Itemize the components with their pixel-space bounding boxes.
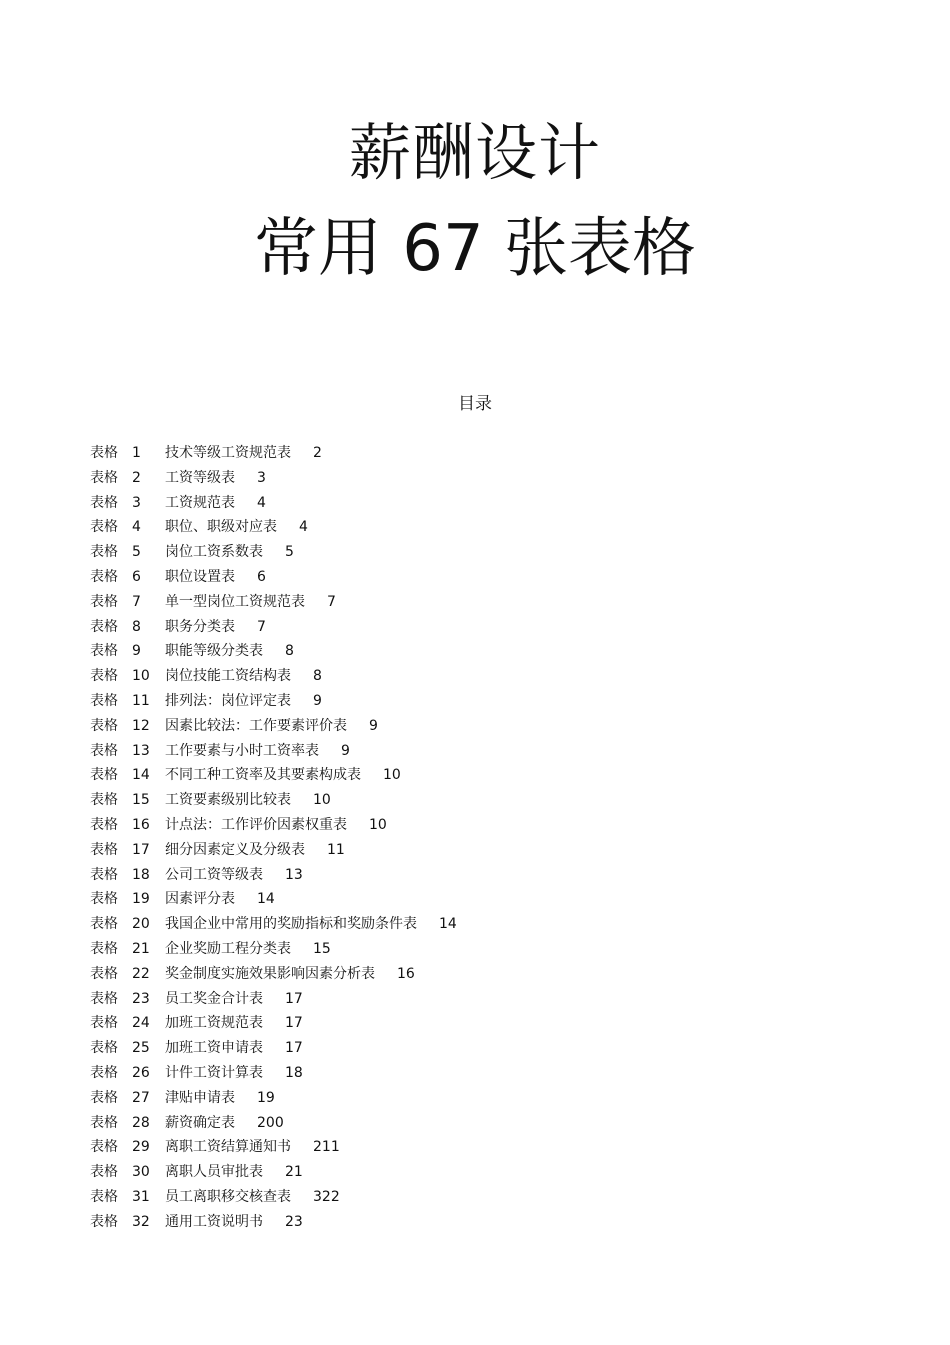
- toc-entry-number: 16: [132, 816, 150, 833]
- toc-entry-number: 29: [132, 1139, 150, 1156]
- toc-entry-number: 27: [132, 1089, 150, 1106]
- toc-entry-page: 17: [285, 1040, 303, 1057]
- toc-entry[interactable]: [90, 565, 790, 590]
- toc-entry[interactable]: [90, 714, 790, 739]
- toc-entry-number: 21: [132, 940, 150, 957]
- toc-entry[interactable]: [90, 664, 790, 689]
- toc-entry[interactable]: [90, 689, 790, 714]
- toc-entry[interactable]: [90, 615, 790, 640]
- toc-entry-number: 12: [132, 717, 150, 734]
- toc-entry-number: 19: [132, 891, 150, 908]
- toc-entry-title: 计点法：工作评价因素权重表: [165, 816, 347, 833]
- toc-entry-number: 11: [132, 692, 150, 709]
- toc-entry-title: 员工离职移交核查表: [165, 1188, 291, 1205]
- toc-entry[interactable]: [90, 540, 790, 565]
- toc-entry-page: 9: [369, 717, 378, 734]
- toc-entry-label: 表格: [90, 1015, 118, 1032]
- toc-entry[interactable]: [90, 863, 790, 888]
- toc-entry-page: 7: [327, 593, 336, 610]
- toc-entry-title: 职能等级分类表: [165, 643, 263, 660]
- toc-entry-label: 表格: [90, 568, 118, 585]
- toc-entry-page: 10: [313, 792, 331, 809]
- toc-entry[interactable]: [90, 987, 790, 1012]
- toc-entry-page: 3: [257, 469, 266, 486]
- toc-entry-label: 表格: [90, 792, 118, 809]
- toc-entry-page: 9: [313, 692, 322, 709]
- toc-entry-number: 32: [132, 1213, 150, 1230]
- toc-entry[interactable]: [90, 491, 790, 516]
- toc-entry-number: 4: [132, 519, 141, 536]
- toc-entry[interactable]: [90, 590, 790, 615]
- toc-entry-number: 13: [132, 742, 150, 759]
- toc-entry-title: 岗位工资系数表: [165, 544, 263, 561]
- toc-entry-page: 13: [285, 866, 303, 883]
- toc-entry[interactable]: [90, 788, 790, 813]
- toc-entry-page: 6: [257, 568, 266, 585]
- toc-entry-page: 14: [257, 891, 275, 908]
- toc-entry-number: 10: [132, 668, 150, 685]
- toc-entry-page: 2: [313, 445, 322, 461]
- toc-entry-label: 表格: [90, 544, 118, 561]
- toc-entry[interactable]: [90, 1036, 790, 1061]
- toc-entry[interactable]: [90, 466, 790, 491]
- toc-entry-title: 因素比较法：工作要素评价表: [165, 717, 347, 734]
- toc-entry-label: 表格: [90, 1089, 118, 1106]
- toc-entry-title: 技术等级工资规范表: [165, 445, 291, 461]
- toc-entry-label: 表格: [90, 891, 118, 908]
- toc-entry[interactable]: [90, 962, 790, 987]
- toc-entry[interactable]: [90, 1086, 790, 1111]
- toc-entry-page: 16: [397, 965, 415, 982]
- toc-entry-title: 工资要素级别比较表: [165, 792, 291, 809]
- toc-entry[interactable]: [90, 639, 790, 664]
- toc-entry-title: 因素评分表: [165, 891, 235, 908]
- toc-entry-label: 表格: [90, 767, 118, 784]
- toc-entry-number: 9: [132, 643, 141, 660]
- toc-entry-label: 表格: [90, 668, 118, 685]
- document-title: 薪酬设计: [348, 116, 601, 189]
- toc-entry-title: 工资等级表: [165, 469, 235, 486]
- toc-entry-page: 17: [285, 990, 303, 1007]
- document-subtitle: 常用 67 张表格: [253, 212, 697, 286]
- toc-entry-page: 8: [285, 643, 294, 660]
- toc-entry-page: 322: [313, 1188, 340, 1205]
- toc-entry-label: 表格: [90, 618, 118, 635]
- toc-entry-number: 5: [132, 544, 141, 561]
- toc-entry[interactable]: [90, 1160, 790, 1185]
- toc-entry-page: 23: [285, 1213, 303, 1230]
- toc-entry[interactable]: [90, 1210, 790, 1235]
- toc-entry-label: 表格: [90, 469, 118, 486]
- toc-entry-label: 表格: [90, 940, 118, 957]
- toc-entry-label: 表格: [90, 866, 118, 883]
- toc-entry-label: 表格: [90, 1064, 118, 1081]
- table-of-contents: [90, 441, 790, 1235]
- toc-entry-label: 表格: [90, 965, 118, 982]
- toc-entry-number: 6: [132, 568, 141, 585]
- toc-entry-title: 排列法：岗位评定表: [165, 692, 291, 709]
- toc-entry-label: 表格: [90, 1139, 118, 1156]
- toc-entry[interactable]: [90, 937, 790, 962]
- toc-entry-page: 8: [313, 668, 322, 685]
- toc-entry-page: 7: [257, 618, 266, 635]
- toc-entry-title: 离职人员审批表: [165, 1164, 263, 1181]
- toc-entry-title: 薪资确定表: [165, 1114, 235, 1131]
- toc-entry-label: 表格: [90, 717, 118, 734]
- toc-heading: 目录: [458, 394, 492, 414]
- toc-entry-label: 表格: [90, 1213, 118, 1230]
- toc-entry-label: 表格: [90, 494, 118, 511]
- toc-entry-number: 18: [132, 866, 150, 883]
- toc-entry-title: 津贴申请表: [165, 1089, 235, 1106]
- toc-entry-title: 不同工种工资率及其要素构成表: [165, 767, 361, 784]
- toc-entry[interactable]: [90, 1135, 790, 1160]
- toc-entry-label: 表格: [90, 1188, 118, 1205]
- toc-entry-title: 工资规范表: [165, 494, 235, 511]
- toc-entry[interactable]: [90, 912, 790, 937]
- toc-entry[interactable]: [90, 1011, 790, 1036]
- toc-entry-page: 14: [439, 916, 457, 933]
- toc-entry-label: 表格: [90, 1164, 118, 1181]
- toc-entry-label: 表格: [90, 816, 118, 833]
- toc-entry-title: 岗位技能工资结构表: [165, 668, 291, 685]
- toc-entry-number: 1: [132, 445, 141, 461]
- toc-entry-title: 公司工资等级表: [165, 866, 263, 883]
- toc-entry[interactable]: [90, 763, 790, 788]
- toc-entry-number: 15: [132, 792, 150, 809]
- toc-entry-label: 表格: [90, 519, 118, 536]
- toc-entry-page: 9: [341, 742, 350, 759]
- toc-entry-label: 表格: [90, 643, 118, 660]
- toc-entry-page: 10: [369, 816, 387, 833]
- toc-entry-number: 2: [132, 469, 141, 486]
- toc-entry-title: 加班工资规范表: [165, 1015, 263, 1032]
- toc-entry-page: 4: [299, 519, 308, 536]
- toc-entry-title: 单一型岗位工资规范表: [165, 593, 305, 610]
- toc-entry-label: 表格: [90, 1114, 118, 1131]
- toc-entry-title: 加班工资申请表: [165, 1040, 263, 1057]
- toc-entry-number: 22: [132, 965, 150, 982]
- toc-entry-label: 表格: [90, 916, 118, 933]
- toc-entry-number: 8: [132, 618, 141, 635]
- toc-entry[interactable]: [90, 838, 790, 863]
- toc-entry-number: 3: [132, 494, 141, 511]
- toc-entry[interactable]: [90, 739, 790, 764]
- toc-entry-number: 30: [132, 1164, 150, 1181]
- toc-entry-title: 通用工资说明书: [165, 1213, 263, 1230]
- toc-entry-label: 表格: [90, 742, 118, 759]
- toc-entry-page: 5: [285, 544, 294, 561]
- toc-entry[interactable]: [90, 813, 790, 838]
- toc-entry-number: 14: [132, 767, 150, 784]
- toc-entry[interactable]: [90, 1111, 790, 1136]
- toc-entry-page: 18: [285, 1064, 303, 1081]
- toc-entry-title: 奖金制度实施效果影响因素分析表: [165, 965, 375, 982]
- toc-entry-label: 表格: [90, 692, 118, 709]
- toc-entry-number: 23: [132, 990, 150, 1007]
- toc-entry-page: 19: [257, 1089, 275, 1106]
- toc-entry-number: 7: [132, 593, 141, 610]
- toc-entry-page: 17: [285, 1015, 303, 1032]
- toc-entry-page: 11: [327, 841, 345, 858]
- toc-entry-label: 表格: [90, 1040, 118, 1057]
- toc-entry[interactable]: [90, 441, 790, 466]
- toc-entry[interactable]: [90, 887, 790, 912]
- toc-entry-title: 企业奖励工程分类表: [165, 940, 291, 957]
- toc-entry[interactable]: [90, 515, 790, 540]
- toc-entry-number: 25: [132, 1040, 150, 1057]
- toc-entry-page: 10: [383, 767, 401, 784]
- toc-entry-number: 31: [132, 1188, 150, 1205]
- toc-entry-number: 26: [132, 1064, 150, 1081]
- toc-entry-page: 211: [313, 1139, 340, 1156]
- toc-entry-title: 细分因素定义及分级表: [165, 841, 305, 858]
- toc-entry-label: 表格: [90, 841, 118, 858]
- toc-entry-title: 工作要素与小时工资率表: [165, 742, 319, 759]
- toc-entry-title: 职务分类表: [165, 618, 235, 635]
- toc-entry-label: 表格: [90, 445, 118, 461]
- toc-entry-page: 21: [285, 1164, 303, 1181]
- toc-entry-title: 离职工资结算通知书: [165, 1139, 291, 1156]
- toc-entry-number: 20: [132, 916, 150, 933]
- toc-entry-page: 4: [257, 494, 266, 511]
- toc-entry-title: 计件工资计算表: [165, 1064, 263, 1081]
- toc-entry-title: 职位、职级对应表: [165, 519, 277, 536]
- toc-entry-title: 我国企业中常用的奖励指标和奖励条件表: [165, 916, 417, 933]
- toc-entry-page: 15: [313, 940, 331, 957]
- toc-entry-page: 200: [257, 1114, 284, 1131]
- toc-entry[interactable]: [90, 1061, 790, 1086]
- toc-entry[interactable]: [90, 1185, 790, 1210]
- toc-entry-label: 表格: [90, 593, 118, 610]
- toc-entry-label: 表格: [90, 990, 118, 1007]
- toc-entry-number: 17: [132, 841, 150, 858]
- toc-entry-number: 28: [132, 1114, 150, 1131]
- toc-entry-number: 24: [132, 1015, 150, 1032]
- toc-entry-title: 职位设置表: [165, 568, 235, 585]
- toc-entry-title: 员工奖金合计表: [165, 990, 263, 1007]
